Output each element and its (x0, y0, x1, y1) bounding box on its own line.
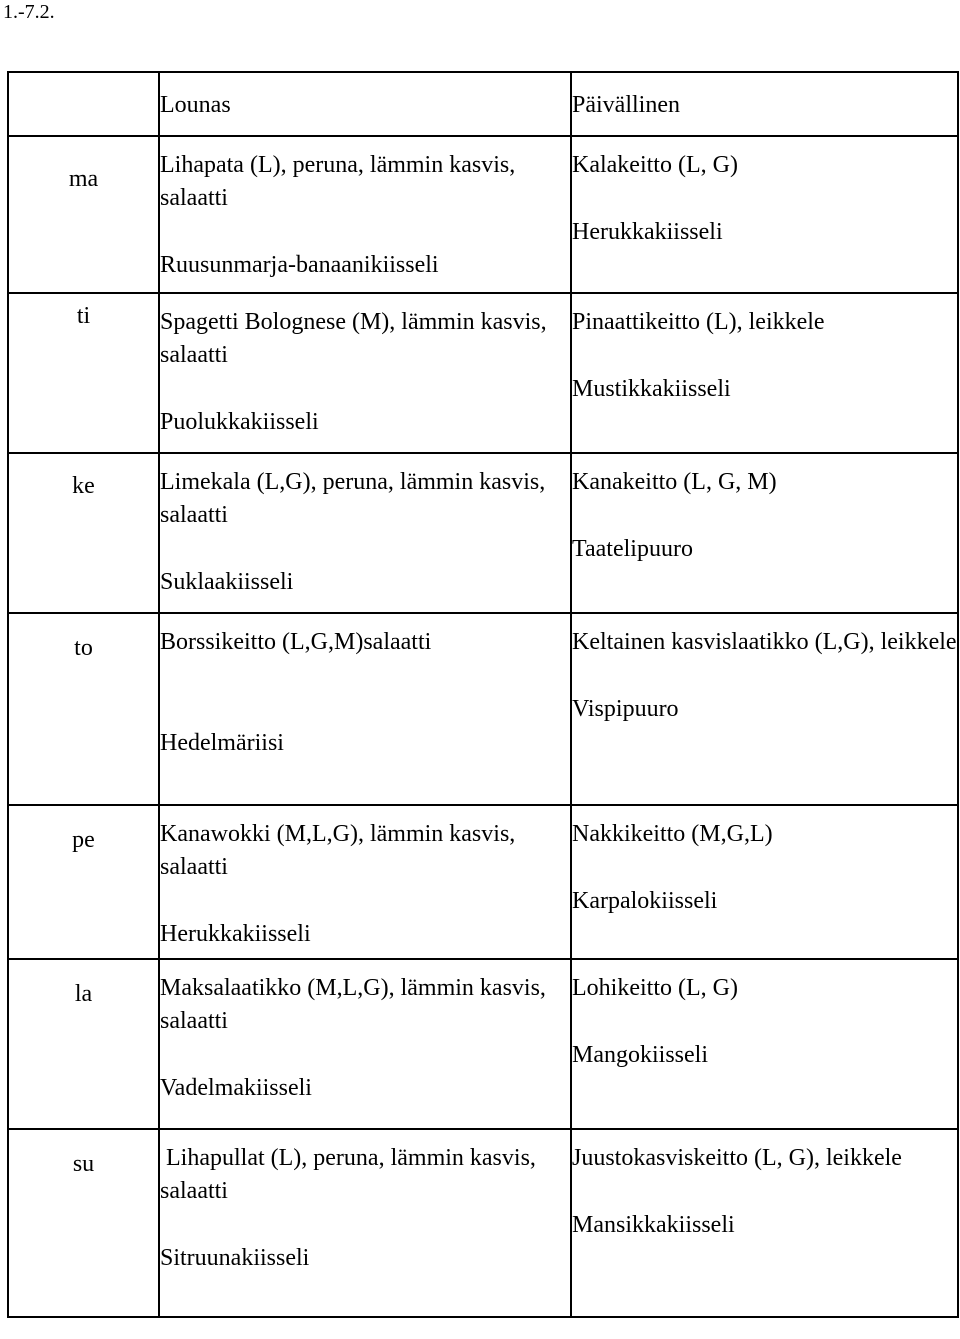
lunch-dessert: Suklaakiisseli (160, 569, 294, 595)
dinner-main-dish: Keltainen kasvislaatikko (L,G), leikkele (572, 629, 957, 655)
lunch-main-dish: Kanawokki (M,L,G), lämmin kasvis, salaatti (160, 821, 516, 880)
header-lunch-cell (159, 72, 571, 136)
dinner-main-dish: Kanakeitto (L, G, M) (572, 469, 777, 495)
day-label: ti (76, 303, 91, 329)
header-dinner-cell (571, 72, 958, 136)
day-label: to (74, 635, 93, 661)
table-row-to (8, 613, 958, 805)
lunch-cell (159, 805, 571, 959)
day-cell (8, 136, 159, 293)
table-row-la (8, 959, 958, 1129)
dinner-dessert: Mansikkakiisseli (572, 1212, 735, 1238)
lunch-cell (159, 613, 571, 805)
lunch-cell (159, 136, 571, 293)
day-cell (8, 805, 159, 959)
day-cell (8, 1129, 159, 1317)
dinner-dessert: Herukkakiisseli (572, 219, 723, 245)
dinner-column-header: Päivällinen (572, 92, 680, 118)
lunch-cell (159, 959, 571, 1129)
dinner-main-dish: Kalakeitto (L, G) (572, 152, 738, 178)
lunch-dessert: Herukkakiisseli (160, 921, 311, 947)
day-cell (8, 293, 159, 453)
dinner-cell (571, 1129, 958, 1317)
lunch-dessert: Ruusunmarja-banaanikiisseli (160, 252, 439, 278)
dinner-cell (571, 136, 958, 293)
dinner-dessert: Karpalokiisseli (572, 888, 718, 914)
dinner-cell (571, 613, 958, 805)
document-date-range: 1.-7.2. (3, 1, 55, 23)
lunch-main-dish: Maksalaatikko (M,L,G), lämmin kasvis, salaatti (160, 975, 546, 1034)
header-day-cell (8, 72, 159, 136)
dinner-dessert: Mangokiisseli (572, 1042, 708, 1068)
dinner-main-dish: Nakkikeitto (M,G,L) (572, 821, 773, 847)
lunch-main-dish: Lihapullat (L), peruna, lämmin kasvis, salaatti (160, 1145, 542, 1204)
lunch-main-dish: Limekala (L,G), peruna, lämmin kasvis, salaatti (160, 469, 546, 528)
weekly-menu-table (7, 71, 959, 1318)
dinner-cell (571, 293, 958, 453)
table-header-row (8, 72, 958, 136)
dinner-dessert: Vispipuuro (572, 696, 679, 722)
lunch-dessert: Puolukkakiisseli (160, 409, 319, 435)
dinner-dessert: Mustikkakiisseli (572, 376, 731, 402)
lunch-cell (159, 293, 571, 453)
lunch-cell (159, 1129, 571, 1317)
dinner-main-dish: Pinaattikeitto (L), leikkele (572, 309, 825, 335)
lunch-dessert: Sitruunakiisseli (160, 1245, 310, 1271)
day-cell (8, 613, 159, 805)
lunch-dessert: Vadelmakiisseli (160, 1075, 312, 1101)
lunch-cell (159, 453, 571, 613)
dinner-cell (571, 805, 958, 959)
dinner-cell (571, 959, 958, 1129)
table-row-ke (8, 453, 958, 613)
day-label: su (72, 1151, 95, 1177)
lunch-main-dish: Lihapata (L), peruna, lämmin kasvis, salaatti (160, 152, 516, 211)
day-cell (8, 453, 159, 613)
table-row-ma (8, 136, 958, 293)
day-label: ma (68, 166, 99, 192)
dinner-main-dish: Juustokasviskeitto (L, G), leikkele (572, 1145, 902, 1171)
lunch-main-dish: Borssikeitto (L,G,M)salaatti (160, 629, 432, 655)
lunch-dessert: Hedelmäriisi (160, 730, 284, 756)
table-row-su (8, 1129, 958, 1317)
lunch-column-header: Lounas (160, 92, 231, 118)
dinner-dessert: Taatelipuuro (572, 536, 693, 562)
lunch-main-dish: Spagetti Bolognese (M), lämmin kasvis, salaatti (160, 309, 547, 368)
table-row-ti (8, 293, 958, 453)
day-label: la (74, 981, 93, 1007)
table-row-pe (8, 805, 958, 959)
dinner-cell (571, 453, 958, 613)
dinner-main-dish: Lohikeitto (L, G) (572, 975, 738, 1001)
day-cell (8, 959, 159, 1129)
day-label: ke (72, 473, 95, 499)
day-label: pe (72, 827, 95, 853)
